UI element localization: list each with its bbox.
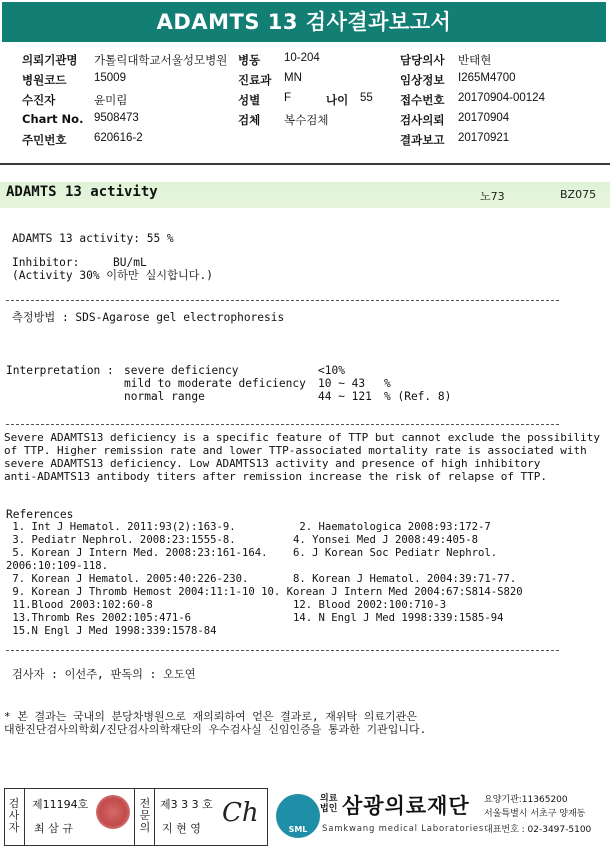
reference-line: 15.N Engl J Med 1998:339:1578-84 xyxy=(6,625,217,637)
section-title: ADAMTS 13 activity xyxy=(6,184,158,200)
header-divider xyxy=(0,163,610,165)
reference-line: 11.Blood 2003:102:60-8 12. Blood 2002:100:710-3 xyxy=(6,599,447,611)
examiner-label: 검사자 xyxy=(8,797,20,834)
comment-line: of TTP. Higher remission rate and lower TTP-associated mortality rate is associated with xyxy=(4,444,587,457)
address: 서울특별시 서초구 양재동 xyxy=(484,809,586,819)
ward-label: 병동 xyxy=(238,53,261,67)
examiner-number: 제11194호 xyxy=(32,798,89,811)
receipt-value: 20170904-00124 xyxy=(458,92,545,104)
interp-unit-3: % (Ref. 8) xyxy=(384,390,452,403)
footer-divider xyxy=(154,788,155,846)
examiner-seal-icon xyxy=(96,795,130,829)
signature-icon: Ch xyxy=(222,798,259,828)
reference-line: 2006:10:109-118. xyxy=(6,560,109,572)
dept-value: MN xyxy=(284,72,302,84)
dashed-divider xyxy=(6,300,559,301)
comment-line: Severe ADAMTS13 deficiency is a specific feature of TTP but cannot exclude the possibility xyxy=(4,431,601,444)
info-row-1 xyxy=(0,52,610,69)
collector-label: 수진자 xyxy=(22,93,56,107)
clinical-label: 임상정보 xyxy=(400,73,445,87)
receipt-label: 접수번호 xyxy=(400,93,445,107)
method-line: 측정방법 : SDS-Agarose gel electrophoresis xyxy=(12,311,285,324)
footer xyxy=(0,786,610,848)
info-row-2 xyxy=(0,72,610,89)
clinical-value: I265M4700 xyxy=(458,72,516,84)
dashed-divider xyxy=(6,650,559,651)
footer-divider xyxy=(134,788,135,846)
specimen-label: 검체 xyxy=(238,113,261,127)
institution-label: 의뢰기관명 xyxy=(22,53,78,67)
interp-unit-2: % xyxy=(384,377,391,390)
specialist-label: 전문의 xyxy=(139,797,151,834)
brand-prefix: 의료법인 xyxy=(320,794,338,814)
idnum-value: 620616-2 xyxy=(94,132,143,144)
footer-divider xyxy=(24,788,25,846)
info-row-5 xyxy=(0,132,610,149)
interp-name-3: normal range xyxy=(124,390,205,403)
doctor-label: 담당의사 xyxy=(400,53,445,67)
hospital-code-value: 15009 xyxy=(94,72,126,84)
activity-result: ADAMTS 13 activity: 55 % xyxy=(12,232,174,245)
reference-line: 5. Korean J Intern Med. 2008:23:161-164. 6. J Korean Soc Pediatr Nephrol. xyxy=(6,547,498,559)
idnum-label: 주민번호 xyxy=(22,133,67,147)
comment-line: severe ADAMTS13 deficiency. Low ADAMTS13 activity and presence of high inhibitory xyxy=(4,457,541,470)
interp-range-3: 44 ~ 121 xyxy=(318,390,372,403)
examiner-name: 최 삼 규 xyxy=(34,822,73,835)
ward-value: 10-204 xyxy=(284,52,320,64)
reference-line: 13.Thromb Res 2002:105:471-6 14. N Engl J Med 1998:339:1585-94 xyxy=(6,612,504,624)
section-code-2: BZ075 xyxy=(560,188,597,201)
references-heading: References xyxy=(6,508,74,521)
dashed-divider xyxy=(6,424,559,425)
report-title: ADAMTS 13 검사결과보고서 xyxy=(2,2,606,42)
sex-value: F xyxy=(284,92,292,104)
signers-line: 검사자 : 이선주, 판독의 : 오도연 xyxy=(12,668,196,681)
reference-line: 1. Int J Hematol. 2011:93(2):163-9. 2. Haematologica 2008:93:172-7 xyxy=(6,521,491,533)
interp-range-2: 10 ~ 43 xyxy=(318,377,366,390)
notice-line: * 본 결과는 국내의 분당차병원으로 재의뢰하여 얻은 결과로, 재위탁 의료기관은 xyxy=(4,710,417,723)
section-code-1: 노73 xyxy=(480,190,505,203)
reference-line: 7. Korean J Hematol. 2005:40:226-230. 8. Korean J Hematol. 2004:39:71-77. xyxy=(6,573,517,585)
report-label: 결과보고 xyxy=(400,133,445,147)
interp-range-1: <10% xyxy=(318,364,345,377)
request-label: 검사의뢰 xyxy=(400,113,445,127)
phone: 대표번호 : 02-3497-5100 xyxy=(484,825,592,835)
collector-value: 윤미림 xyxy=(94,95,128,107)
request-value: 20170904 xyxy=(458,112,510,124)
comment-line: anti-ADAMTS13 antibody titers after remission increase the risk of relapse of TTP. xyxy=(4,470,548,483)
interp-name-2: mild to moderate deficiency xyxy=(124,377,306,390)
inhibitor-note: (Activity 30% 이하만 실시합니다.) xyxy=(12,269,213,282)
age-label: 나이 xyxy=(326,93,349,107)
specialist-name: 지 현 영 xyxy=(162,822,201,835)
reference-line: 3. Pediatr Nephrol. 2008:23:1555-8. 4. Yonsei Med J 2008:49:405-8 xyxy=(6,534,478,546)
sml-logo-icon: SML xyxy=(276,794,320,838)
brand-name: 삼광의료재단 xyxy=(342,794,470,818)
doctor-value: 반태현 xyxy=(458,55,492,67)
sex-label: 성별 xyxy=(238,93,261,107)
specimen-value: 복수검체 xyxy=(284,115,329,127)
hospital-code-label: 병원코드 xyxy=(22,73,67,87)
chart-label: Chart No. xyxy=(22,112,84,126)
patient-info xyxy=(0,52,610,162)
interp-name-1: severe deficiency xyxy=(124,364,239,377)
interpretation-label: Interpretation : xyxy=(6,364,114,377)
brand-english: Samkwang medical Laboratories xyxy=(322,824,485,834)
notice-line: 대한진단검사의학회/진단검사의학재단의 우수검사실 신임인증을 통과한 기관입니다. xyxy=(4,723,427,736)
specialist-number: 제3 3 3 호 xyxy=(160,798,213,811)
info-row-3 xyxy=(0,92,610,109)
inhibitor-result: Inhibitor: BU/mL xyxy=(12,256,147,269)
reference-line: 9. Korean J Thromb Hemost 2004:11:1-10 10. Korean J Intern Med 2004:67:S814-S820 xyxy=(6,586,523,598)
chart-value: 9508473 xyxy=(94,112,139,124)
institution-value: 가톨릭대학교서울성모병원 xyxy=(94,55,228,67)
dept-label: 진료과 xyxy=(238,73,272,87)
institution-code: 요양기관:11365200 xyxy=(484,795,568,805)
info-row-4 xyxy=(0,112,610,129)
report-value: 20170921 xyxy=(458,132,510,144)
age-value: 55 xyxy=(360,92,373,104)
